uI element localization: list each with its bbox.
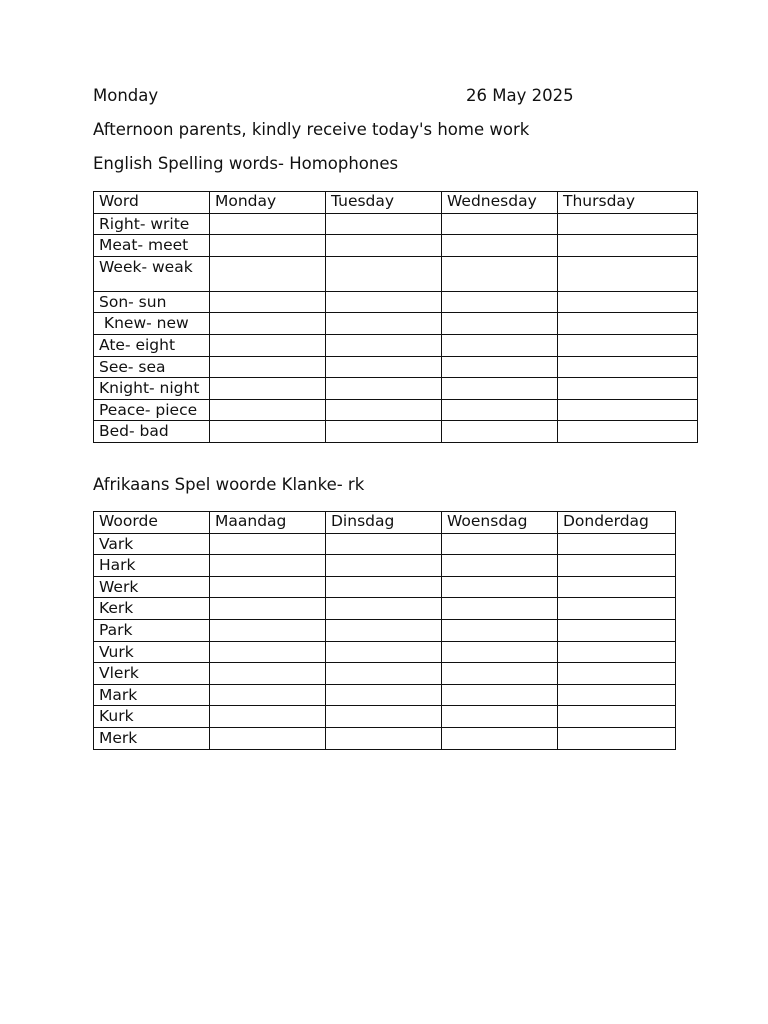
empty-cell [326,619,442,641]
column-header-donderdag: Donderdag [558,512,676,534]
empty-cell [326,641,442,663]
word-cell: Park [94,619,210,641]
empty-cell [326,291,442,313]
column-header-dinsdag: Dinsdag [326,512,442,534]
empty-cell [442,378,558,400]
empty-cell [442,356,558,378]
table-row [94,641,676,663]
table-header-row [94,512,676,534]
word-cell: Bed- bad [94,421,210,443]
empty-cell [326,684,442,706]
word-cell: Merk [94,727,210,749]
empty-cell [442,576,558,598]
empty-cell [210,576,326,598]
date-label: 26 May 2025 [466,86,574,105]
word-cell: Werk [94,576,210,598]
empty-cell [442,706,558,728]
empty-cell [210,356,326,378]
column-header-maandag: Maandag [210,512,326,534]
greeting-text: Afternoon parents, kindly receive today's home work [93,120,530,139]
empty-cell [442,598,558,620]
table-row [94,555,676,577]
empty-cell [210,533,326,555]
word-cell: Right- write [94,213,210,235]
day-label: Monday [93,86,159,105]
empty-cell [442,641,558,663]
empty-cell [558,378,698,400]
table-row [94,706,676,728]
empty-cell [558,576,676,598]
table-row [94,213,698,235]
empty-cell [210,706,326,728]
word-cell: Vark [94,533,210,555]
empty-cell [442,399,558,421]
empty-cell [442,421,558,443]
table-row [94,334,698,356]
empty-cell [326,533,442,555]
empty-cell [210,684,326,706]
empty-cell [210,378,326,400]
empty-cell [326,213,442,235]
word-cell: Kurk [94,706,210,728]
empty-cell [442,213,558,235]
empty-cell [210,399,326,421]
empty-cell [210,313,326,335]
afrikaans-spelling-table [93,511,676,750]
word-cell: Hark [94,555,210,577]
empty-cell [326,706,442,728]
empty-cell [326,334,442,356]
empty-cell [442,727,558,749]
empty-cell [558,727,676,749]
column-header-woorde: Woorde [94,512,210,534]
word-cell: Vurk [94,641,210,663]
empty-cell [442,663,558,685]
empty-cell [210,598,326,620]
word-cell: Vlerk [94,663,210,685]
word-cell: See- sea [94,356,210,378]
table-row [94,235,698,257]
empty-cell [326,421,442,443]
column-header-word: Word [94,192,210,214]
table-row [94,356,698,378]
table-row [94,684,676,706]
empty-cell [558,555,676,577]
table-row [94,291,698,313]
word-cell: Ate- eight [94,334,210,356]
table-row [94,533,676,555]
word-cell: Kerk [94,598,210,620]
column-header-monday: Monday [210,192,326,214]
table-row [94,256,698,291]
empty-cell [558,334,698,356]
empty-cell [326,356,442,378]
empty-cell [210,421,326,443]
english-section-title: English Spelling words- Homophones [93,154,399,173]
table-row [94,378,698,400]
empty-cell [442,533,558,555]
table-row [94,576,676,598]
empty-cell [558,706,676,728]
table-row [94,598,676,620]
word-cell: Mark [94,684,210,706]
empty-cell [558,533,676,555]
empty-cell [326,313,442,335]
empty-cell [442,619,558,641]
word-cell: Peace- piece [94,399,210,421]
table-row [94,313,698,335]
empty-cell [326,399,442,421]
empty-cell [210,619,326,641]
empty-cell [558,213,698,235]
column-header-tuesday: Tuesday [326,192,442,214]
empty-cell [210,641,326,663]
empty-cell [558,684,676,706]
empty-cell [326,235,442,257]
empty-cell [326,256,442,291]
empty-cell [558,421,698,443]
table-header-row [94,192,698,214]
empty-cell [558,399,698,421]
table-row [94,399,698,421]
empty-cell [558,598,676,620]
table-row [94,663,676,685]
empty-cell [210,555,326,577]
table-row [94,619,676,641]
english-spelling-table [93,191,698,443]
empty-cell [558,663,676,685]
empty-cell [210,727,326,749]
empty-cell [210,663,326,685]
empty-cell [558,641,676,663]
empty-cell [210,334,326,356]
empty-cell [210,235,326,257]
table-row [94,727,676,749]
empty-cell [558,291,698,313]
word-cell: Son- sun [94,291,210,313]
empty-cell [558,256,698,291]
word-cell: Week- weak [94,256,210,291]
empty-cell [442,684,558,706]
empty-cell [558,619,676,641]
empty-cell [326,727,442,749]
table-row [94,421,698,443]
word-cell: Meat- meet [94,235,210,257]
column-header-thursday: Thursday [558,192,698,214]
empty-cell [326,576,442,598]
empty-cell [210,213,326,235]
empty-cell [442,555,558,577]
column-header-woensdag: Woensdag [442,512,558,534]
empty-cell [326,663,442,685]
empty-cell [210,291,326,313]
empty-cell [210,256,326,291]
empty-cell [442,235,558,257]
empty-cell [558,313,698,335]
empty-cell [442,334,558,356]
empty-cell [558,356,698,378]
empty-cell [326,555,442,577]
empty-cell [326,378,442,400]
empty-cell [558,235,698,257]
column-header-wednesday: Wednesday [442,192,558,214]
empty-cell [442,256,558,291]
empty-cell [442,313,558,335]
word-cell: Knight- night [94,378,210,400]
afrikaans-section-title: Afrikaans Spel woorde Klanke- rk [93,475,365,494]
empty-cell [442,291,558,313]
word-cell: Knew- new [94,313,210,335]
empty-cell [326,598,442,620]
